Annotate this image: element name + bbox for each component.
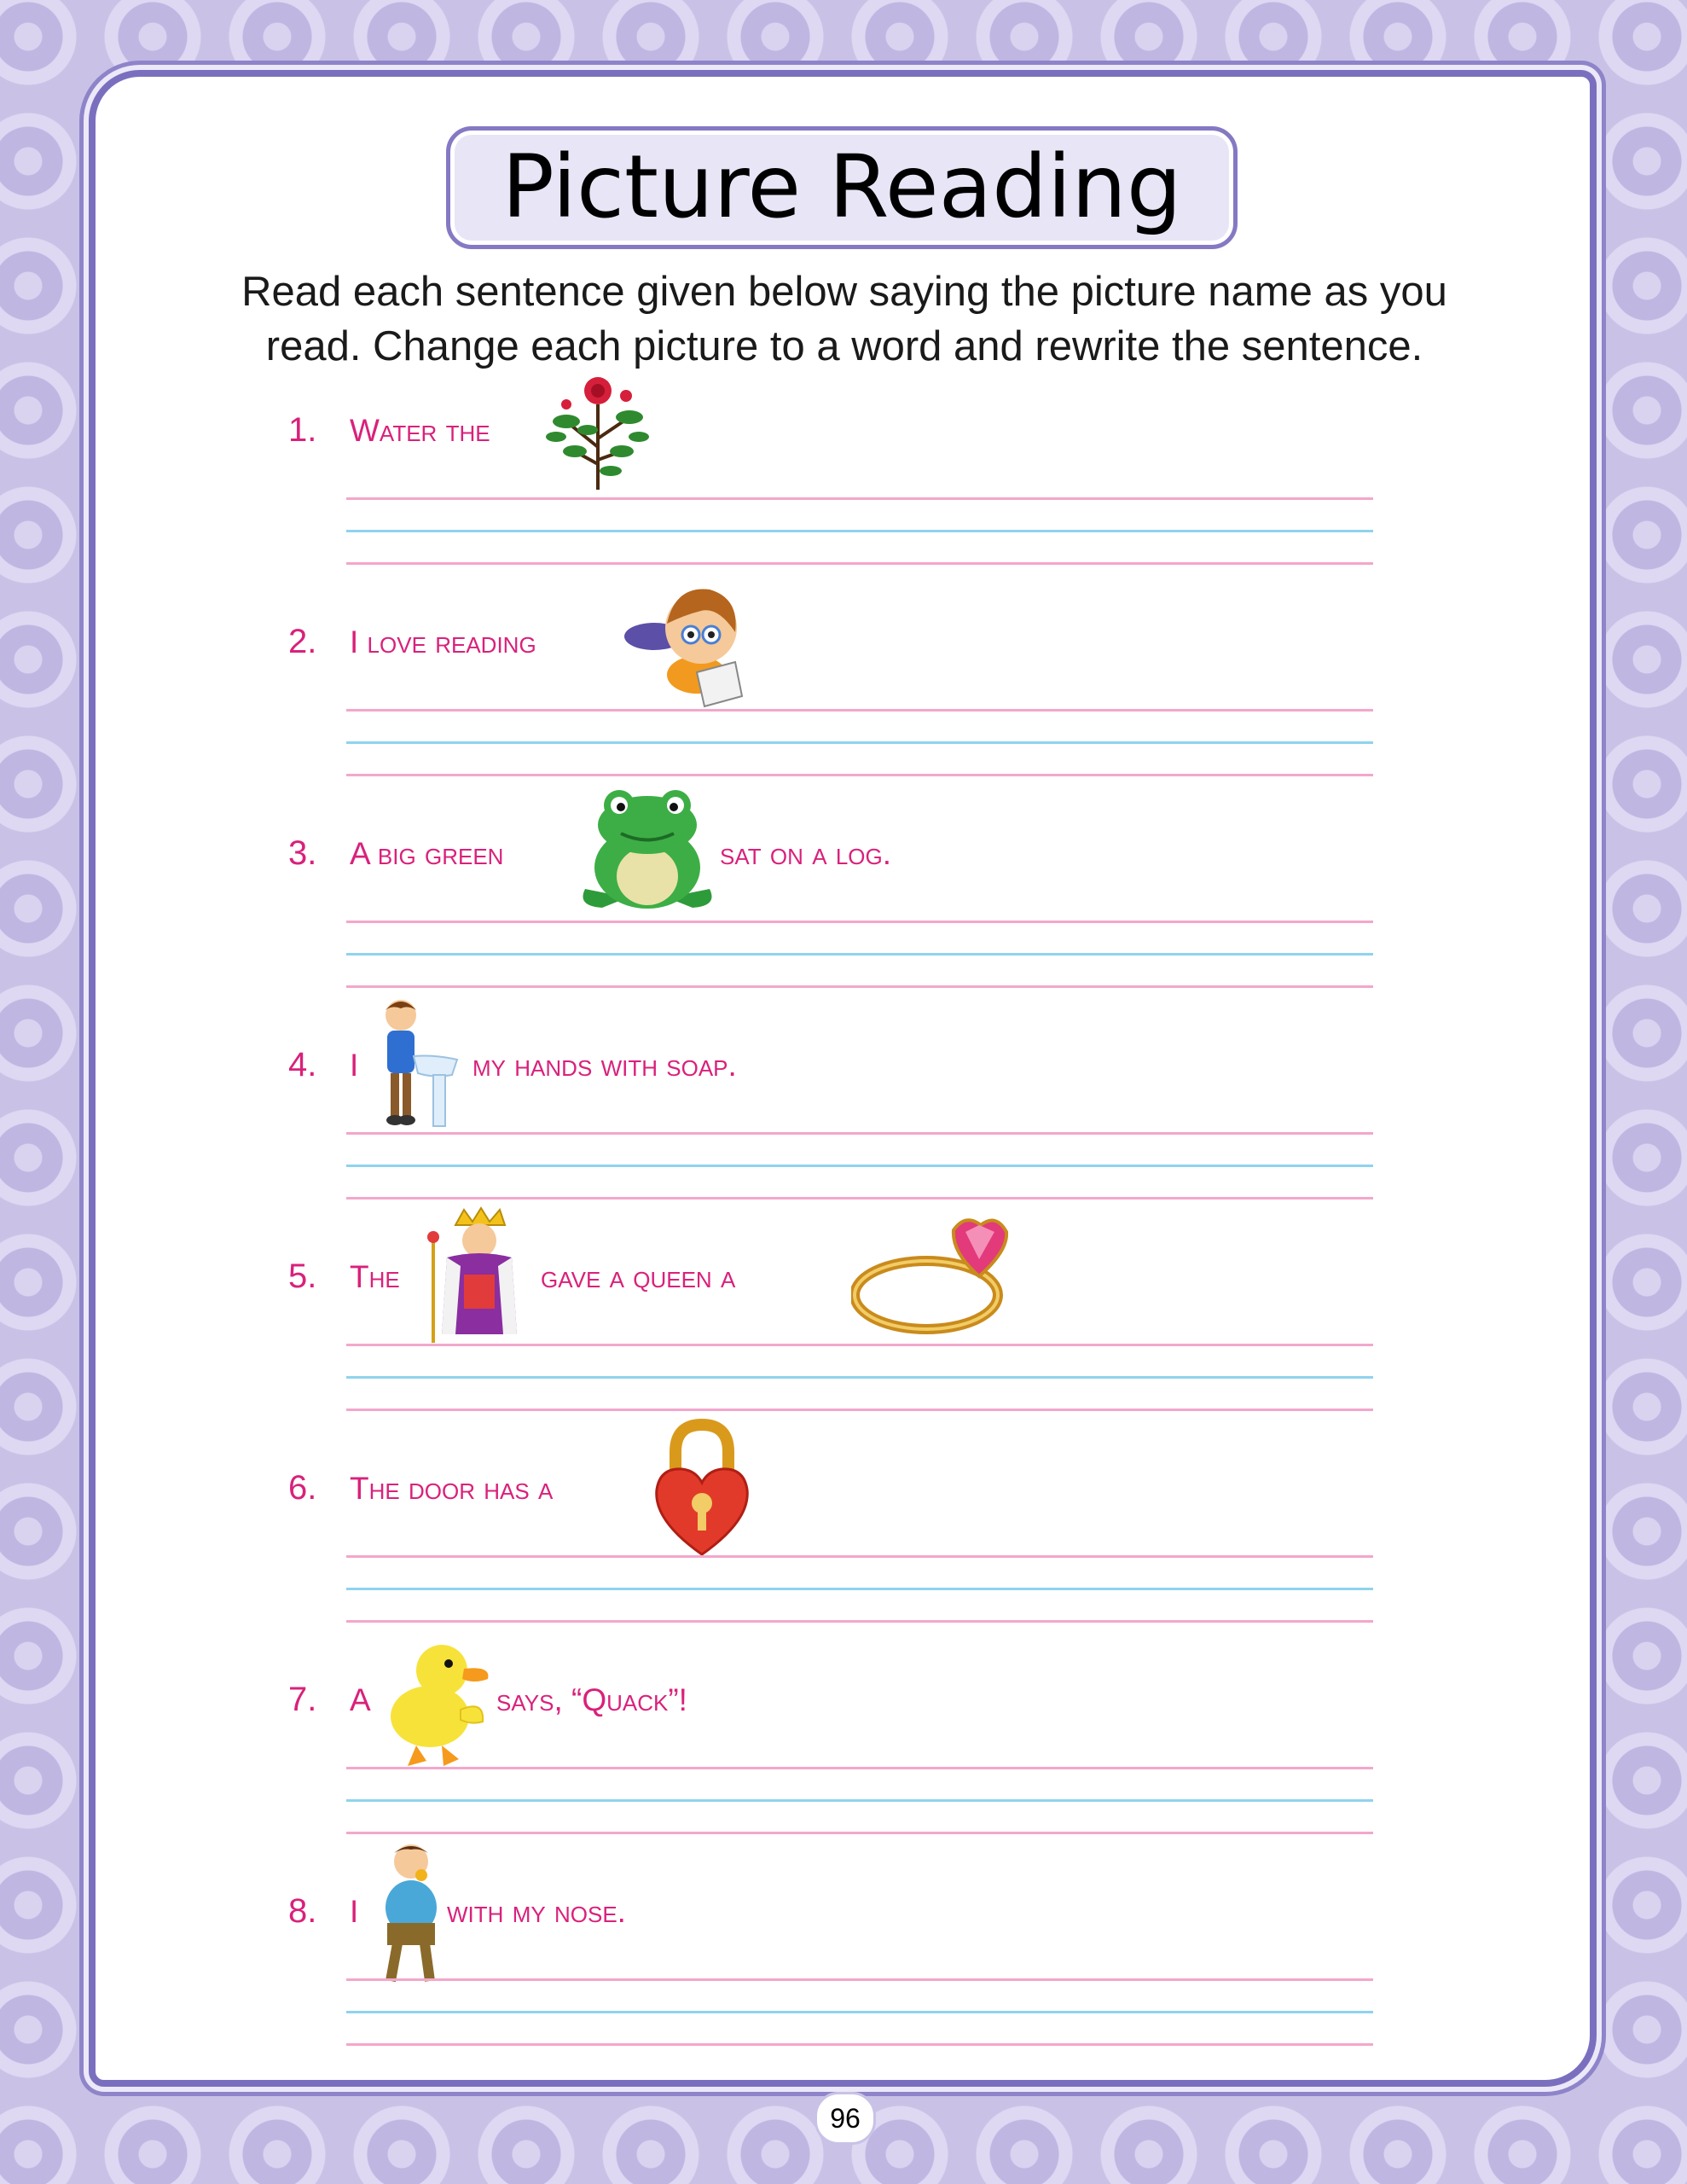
frog-icon	[568, 787, 727, 915]
writing-lines-5[interactable]	[346, 1344, 1373, 1414]
sentence-text: gave a queen a	[541, 1259, 736, 1294]
sentence-text: The door has a	[350, 1471, 554, 1506]
king-icon	[421, 1206, 534, 1346]
title-box	[446, 126, 1238, 249]
question-number: 3.	[288, 834, 317, 872]
question-number: 8.	[288, 1892, 317, 1930]
page-title: Picture Reading	[501, 136, 1182, 238]
question-7	[288, 1670, 1397, 1756]
instructions-line-1: Read each sentence given below saying the picture name as you	[241, 269, 1447, 315]
washing-hands-icon	[375, 996, 461, 1133]
ring-icon	[851, 1213, 1010, 1336]
sentence-text: says, “Quack”!	[496, 1682, 687, 1717]
question-number: 5.	[288, 1258, 317, 1295]
instructions	[119, 264, 1569, 374]
smelling-flower-icon	[377, 1841, 447, 1986]
writing-lines-1[interactable]	[346, 497, 1373, 567]
question-number: 4.	[288, 1046, 317, 1083]
question-number: 1.	[288, 411, 317, 449]
question-number: 2.	[288, 623, 317, 660]
sentence-text: The	[350, 1259, 400, 1294]
sentence-text: with my nose.	[447, 1894, 626, 1929]
question-8	[288, 1882, 1397, 1967]
sentence-text: I love reading	[350, 624, 536, 659]
question-number: 7.	[288, 1681, 317, 1718]
sentence-text: my hands with soap.	[472, 1048, 737, 1083]
question-number: 6.	[288, 1469, 317, 1507]
question-5	[288, 1247, 1397, 1333]
writing-lines-8[interactable]	[346, 1978, 1373, 2048]
question-1	[288, 401, 1397, 486]
boy-reading-icon	[616, 577, 752, 713]
rose-icon	[541, 370, 655, 493]
question-3	[288, 824, 1397, 909]
instructions-line-2: read. Change each picture to a word and rewrite the sentence.	[265, 323, 1423, 369]
sentence-text: A big green	[350, 836, 504, 871]
writing-lines-4[interactable]	[346, 1132, 1373, 1202]
sentence-text: I	[350, 1048, 359, 1083]
sentence-text: I	[350, 1894, 359, 1929]
sentence-text: A	[350, 1682, 371, 1717]
writing-lines-2[interactable]	[346, 709, 1373, 779]
duck-icon	[382, 1631, 496, 1768]
writing-lines-3[interactable]	[346, 921, 1373, 990]
writing-lines-6[interactable]	[346, 1555, 1373, 1625]
page-number: 96	[815, 2092, 876, 2145]
question-2	[288, 613, 1397, 698]
question-6	[288, 1459, 1397, 1544]
writing-lines-7[interactable]	[346, 1767, 1373, 1837]
sentence-text: sat on a log.	[720, 836, 892, 871]
sentence-text: Water the	[350, 413, 490, 448]
padlock-icon	[650, 1418, 754, 1558]
question-4	[288, 1036, 1397, 1121]
